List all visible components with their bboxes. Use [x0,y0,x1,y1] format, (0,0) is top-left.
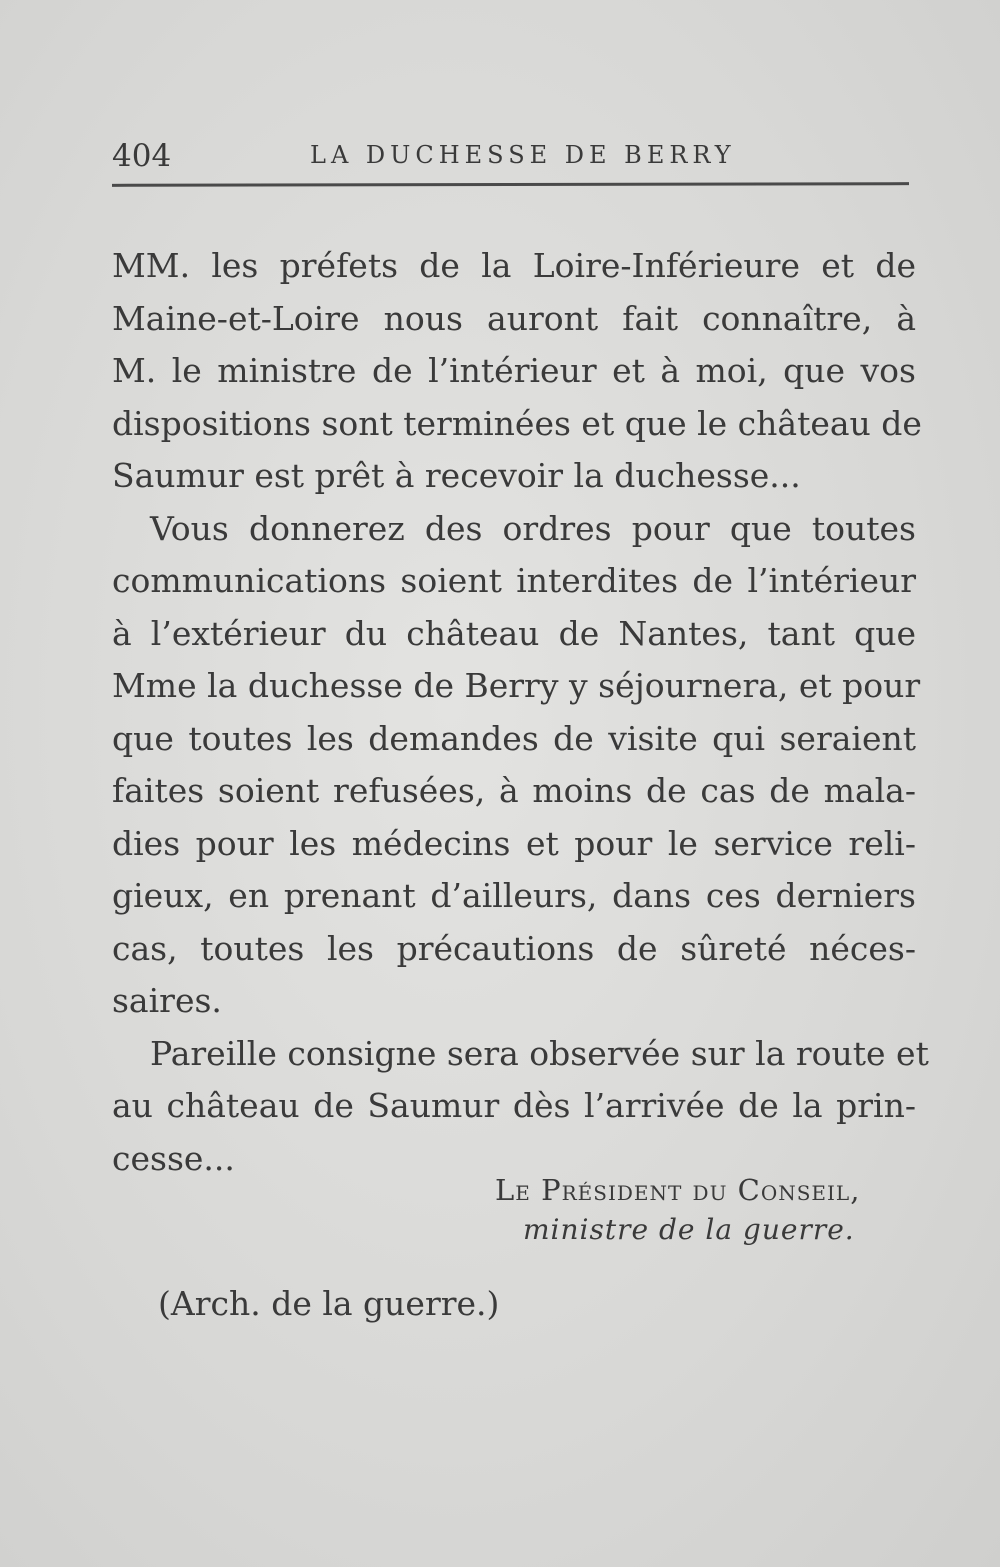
text-line: Pareille consigne sera observée sur la route et [150,1033,929,1073]
text-line: Maine-et-Loire nous auront fait connaître, à [112,298,916,338]
text-line: faites soient refusées, à moins de cas de mala- [112,771,916,810]
text-line: communications soient interdites de l’intérieur [112,561,916,600]
page-number: 404 [112,138,172,174]
text-line: Vous donnerez des ordres pour que toutes [150,508,916,548]
text-line: cesse... [112,1138,235,1178]
text-line: dispositions sont terminées et que le château de [112,403,922,443]
text-line: à l’extérieur du château de Nantes, tant que [112,613,916,653]
text-line: que toutes les demandes de visite qui seraient [112,718,916,758]
text-line: cas, toutes les précautions de sûreté néces- [112,928,916,968]
text-line: gieux, en prenant d’ailleurs, dans ces derniers [112,876,916,915]
signature-title: Le Président du Conseil, [495,1173,861,1207]
body-text [112,240,929,1185]
text-line: M. le ministre de l’intérieur et à moi, que vos [112,351,916,390]
text-line: au château de Saumur dès l’arrivée de la prin- [112,1086,916,1125]
text-line: Mme la duchesse de Berry y séjournera, et pour [112,666,921,705]
source-note: (Arch. de la guerre.) [158,1284,500,1323]
signature-block [495,1170,895,1250]
text-line: MM. les préfets de la Loire-Inférieure et de [112,246,916,285]
text-line: dies pour les médecins et pour le service reli- [112,823,916,863]
signature-subtitle: ministre de la guerre. [523,1213,855,1246]
text-line: saires. [112,981,222,1020]
page-header [112,138,912,178]
text-line: Saumur est prêt à recevoir la duchesse... [112,456,801,495]
header-rule [112,182,909,187]
running-title: LA DUCHESSE DE BERRY [310,141,736,169]
